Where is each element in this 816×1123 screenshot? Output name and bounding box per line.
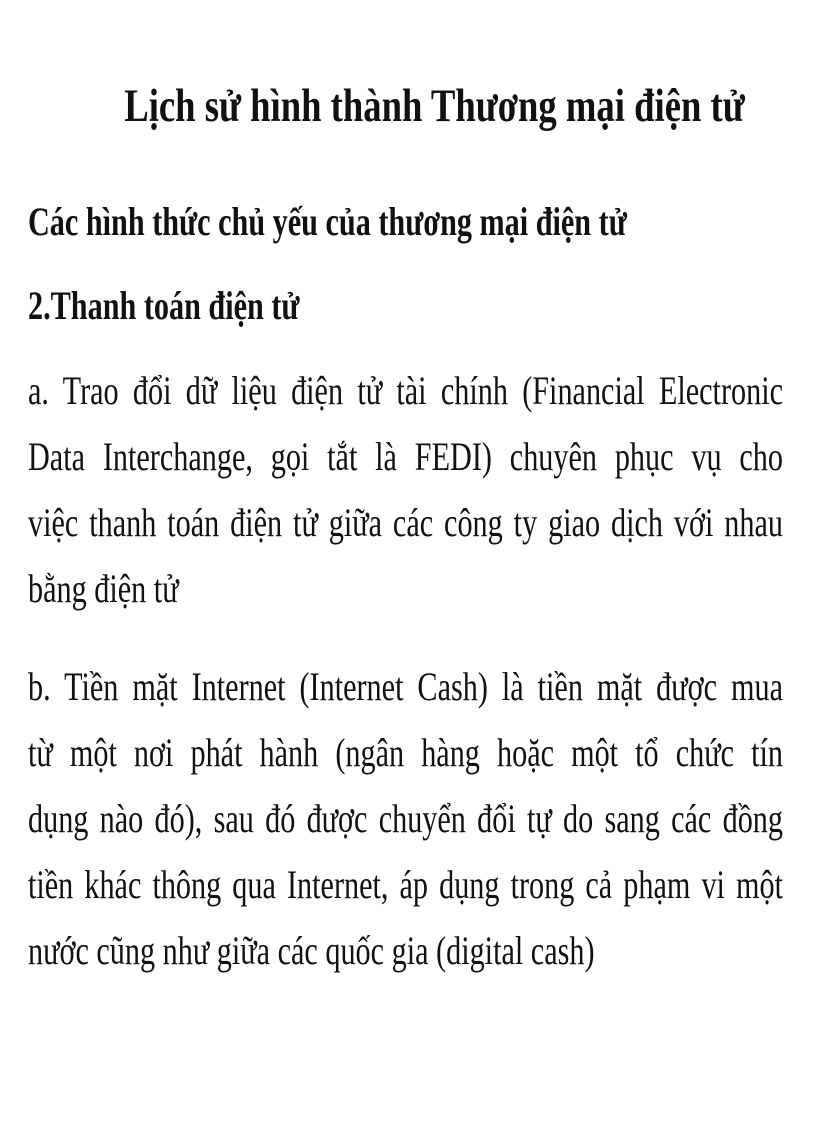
paragraph-a-line: việc thanh toán điện tử giữa các công ty giao dịch với nhau (28, 500, 783, 545)
paragraph-b (28, 654, 783, 984)
paragraph-a (28, 358, 783, 622)
subsection-heading: 2.Thanh toán điện tử (28, 283, 300, 328)
paragraph-a-line: Data Interchange, gọi tắt là FEDI) chuyên phục vụ cho (28, 434, 783, 479)
section-heading: Các hình thức chủ yếu của thương mại điện tử (28, 199, 627, 244)
paragraph-b-line: tiền khác thông qua Internet, áp dụng trong cả phạm vi một (28, 862, 783, 907)
slide-title: Lịch sử hình thành Thương mại điện tử (124, 80, 745, 132)
paragraph-a-line: bằng điện tử (28, 566, 179, 611)
paragraph-b-line: dụng nào đó), sau đó được chuyển đổi tự do sang các đồng (28, 796, 783, 841)
paragraph-b-line: nước cũng như giữa các quốc gia (digital cash) (28, 928, 595, 973)
paragraph-a-line: a. Trao đổi dữ liệu điện tử tài chính (Financial Electronic (28, 368, 783, 413)
paragraph-b-line: từ một nơi phát hành (ngân hàng hoặc một tổ chức tín (28, 730, 783, 775)
paragraph-b-line: b. Tiền mặt Internet (Internet Cash) là tiền mặt được mua (28, 664, 783, 709)
